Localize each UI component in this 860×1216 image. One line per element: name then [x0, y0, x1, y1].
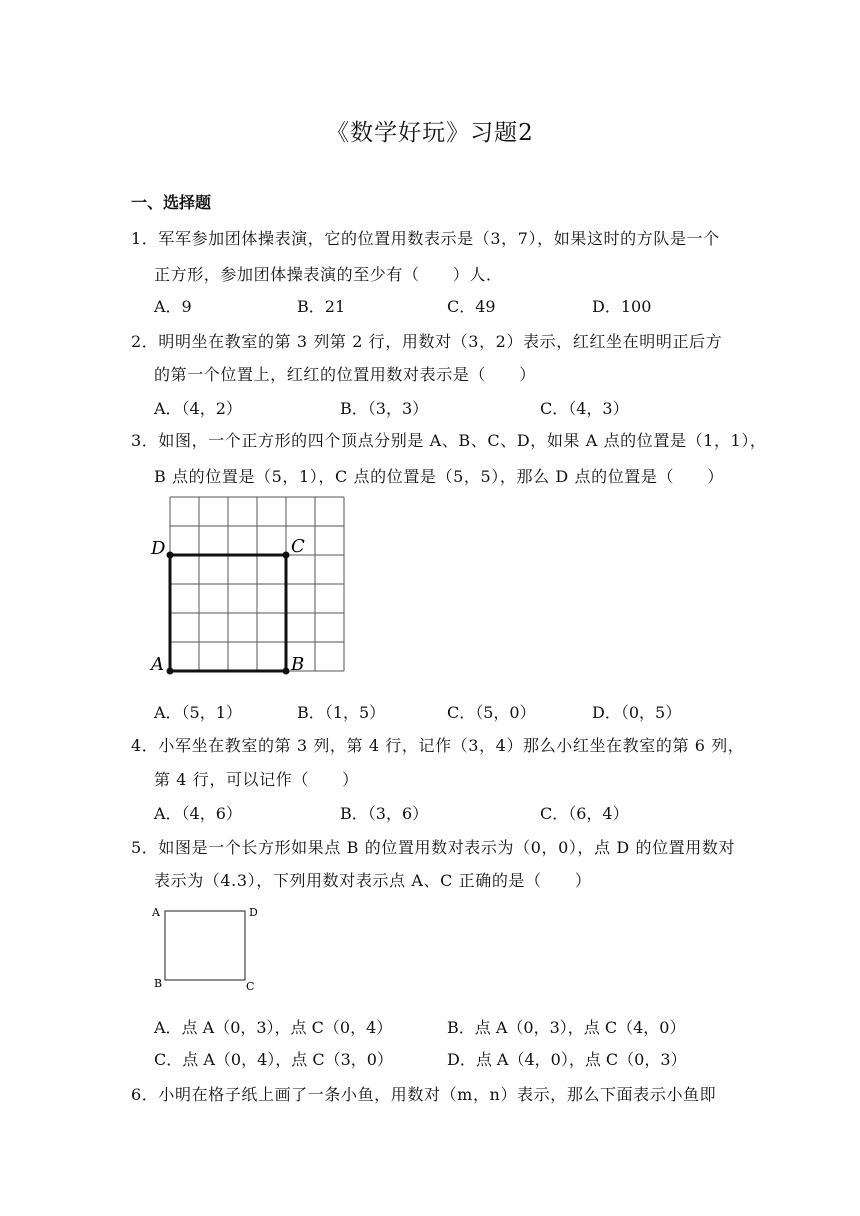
- rect-vertex-d-label: D: [249, 906, 258, 919]
- vertex-c-dot: [283, 552, 290, 559]
- vertex-b-dot: [283, 668, 290, 675]
- page-title: 《数学好玩》习题2: [326, 120, 534, 146]
- q5-option-a: A．点 A（0，3），点 C（0，4）: [154, 1018, 393, 1037]
- grid-square-figure: [145, 492, 355, 682]
- vertex-b-label: B: [291, 654, 305, 675]
- question-4-line-1: 4．小军坐在教室的第 3 列，第 4 行，记作（3，4）那么小红坐在教室的第 6 列，: [131, 736, 745, 755]
- vertex-c-label: C: [291, 536, 305, 557]
- question-5-line-1: 5．如图是一个长方形如果点 B 的位置用数对表示为（0，0），点 D 的位置用数对: [131, 838, 736, 857]
- vertex-d-label: D: [151, 538, 166, 559]
- q3-option-c: C．（5，0）: [447, 703, 536, 722]
- question-4-line-2: 第 4 行，可以记作（ ）: [154, 770, 359, 789]
- question-1-line-1: 1．军军参加团体操表演，它的位置用数表示是（3，7），如果这时的方队是一个: [131, 229, 720, 248]
- q5-option-c: C．点 A（0，4），点 C（3，0）: [154, 1050, 393, 1069]
- question-2-line-1: 2．明明坐在教室的第 3 列第 2 行，用数对（3，2）表示，红红坐在明明正后方: [131, 332, 723, 351]
- q4-option-b: B．（3，6）: [340, 804, 429, 823]
- rect-vertex-a-label: A: [152, 906, 160, 919]
- question-2-line-2: 的第一个位置上，红红的位置用数对表示是（ ）: [154, 365, 536, 384]
- q1-option-a: A．9: [154, 297, 192, 316]
- question-6-line-1: 6．小明在格子纸上画了一条小鱼，用数对（m，n）表示，那么下面表示小鱼即: [131, 1085, 717, 1104]
- q3-option-d: D．（0，5）: [592, 703, 682, 722]
- rect-vertex-c-label: C: [246, 980, 255, 992]
- q2-option-c: C．（4，3）: [540, 399, 629, 418]
- q4-option-a: A．（4，6）: [154, 804, 242, 823]
- q1-option-d: D．100: [592, 297, 652, 316]
- question-5-line-2: 表示为（4.3），下列用数对表示点 A、C 正确的是（ ）: [154, 871, 592, 890]
- question-1-line-2: 正方形，参加团体操表演的至少有（ ）人．: [154, 265, 503, 284]
- rectangle-abcd: [165, 911, 245, 980]
- grid-lines: [170, 497, 344, 671]
- q3-option-a: A．（5，1）: [154, 703, 242, 722]
- rect-vertex-b-label: B: [154, 977, 163, 990]
- vertex-d-dot: [167, 552, 174, 559]
- vertex-a-dot: [167, 668, 174, 675]
- q5-option-d: D．点 A（4，0），点 C（0，3）: [447, 1050, 687, 1069]
- q3-option-b: B．（1，5）: [297, 703, 386, 722]
- rectangle-figure: [148, 900, 268, 992]
- question-3-line-2: B 点的位置是（5，1），C 点的位置是（5，5），那么 D 点的位置是（ ）: [154, 467, 724, 486]
- q4-option-c: C．（6，4）: [540, 804, 629, 823]
- q5-option-b: B．点 A（0，3），点 C（4，0）: [447, 1018, 686, 1037]
- section-heading: 一、选择题: [131, 193, 212, 212]
- question-3-line-1: 3．如图，一个正方形的四个顶点分别是 A、B、C、D，如果 A 点的位置是（1，1），: [131, 431, 767, 450]
- q2-option-b: B．（3，3）: [340, 399, 429, 418]
- vertex-a-label: A: [151, 654, 164, 675]
- q1-option-c: C．49: [447, 297, 496, 316]
- q2-option-a: A．（4，2）: [154, 399, 242, 418]
- q1-option-b: B．21: [297, 297, 346, 316]
